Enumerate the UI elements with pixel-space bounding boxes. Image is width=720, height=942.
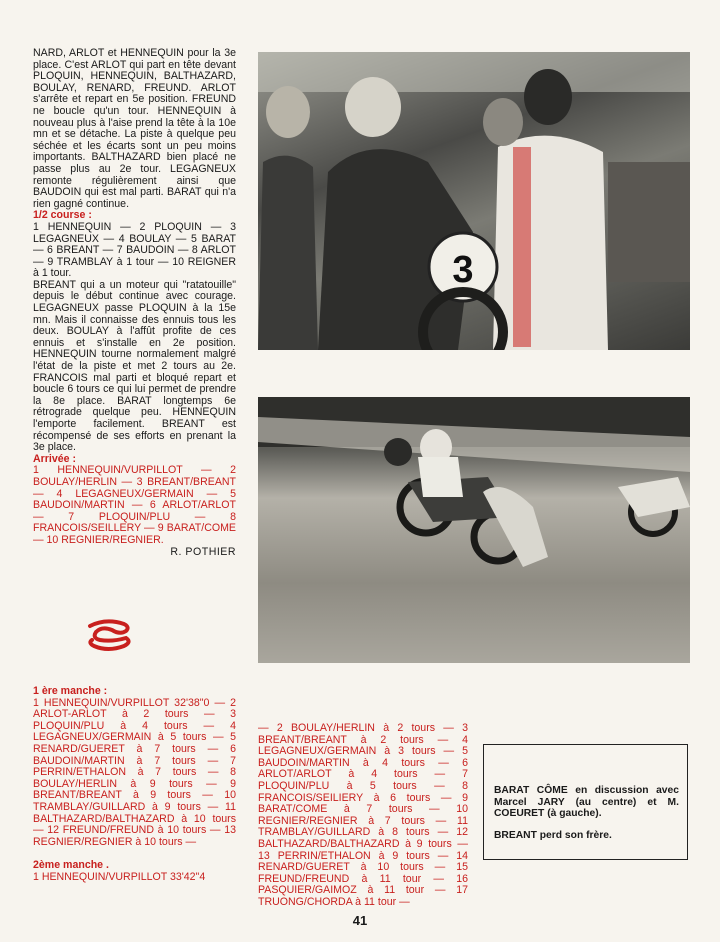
- article-column: [33, 48, 236, 558]
- arrivee-title: Arrivée :: [33, 452, 76, 465]
- race-number-plate: 3: [452, 249, 474, 291]
- caption-line-1: BARAT CÔME en discussion avec Marcel JARY (au centre) et M. COEURET (à gauche).: [494, 785, 679, 820]
- page-number: 41: [352, 913, 368, 928]
- photo-sidecar-race: [258, 397, 690, 663]
- article-intro: NARD, ARLOT et HENNEQUIN pour la 3e place. C'est ARLOT qui part en tête devant PLOQUIN, HENNEQUIN, BALTHAZARD, BOULAY, RENARD, FREUND. ARLOT s'arrête et repart en 5e position. FREUND ne boucle qu'un tour. HENNEQUIN à nouveau plus à l'aise prend la tête à la 10e mn et se détache. La piste à quelque peu séchée et les écarts sont un peu moins importants. BALTHAZARD bien placé ne passe plus au 2e tour. LEGAGNEUX remonte régulièrement ainsi que BAUDOIN qui est mal parti. BARAT qui n'a rien gagné continue.: [33, 47, 236, 210]
- photo-caption-box: [483, 744, 688, 860]
- manche1-title: 1 ère manche :: [33, 685, 108, 697]
- results-column-left: [33, 686, 236, 884]
- arrivee-results: 1 HENNEQUIN/VURPILLOT — 2 BOULAY/HERLIN — 3 BREANT/BREANT — 4 LEGAGNEUX/GERMAIN — 5 BAUDOIN/MARTIN — 6 ARLOT/ARLOT — 7 PLOQUIN/PLU — 8 FRANCOIS/SEILLERY — 9 BARAT/COME — 10 REGNIER/REGNIER.: [33, 464, 236, 546]
- manche2-title: 2ème manche .: [33, 859, 109, 872]
- article-body: BREANT qui a un moteur qui "ratatouille" depuis le début continue avec courage. LEGAGNEUX passe PLOQUIN à la 15e mn. Mais il connaisse des ennuis tous les deux. BOULAY à l'affût profite de ces ennuis et s'installe en 2e position. HENNEQUIN tourne normalement malgré l'état de la piste et met 2 tours au 2e. FRANCOIS mal parti et bloqué repart et boucle 6 tours ce qui lui permet de prendre la 8e place. BARAT longtemps 6e rétrograde quelque peu. HENNEQUIN l'emporte facilement. BREANT est récompensé de ses efforts en prenant la 3e place.: [33, 278, 236, 454]
- manche1-results: 1 HENNEQUIN/VURPILLOT 32'38"0 — 2 ARLOT-ARLOT à 2 tours — 3 PLOQUIN/PLU à 4 tours — 4 LEGAGNEUX/GERMAIN à 5 tours — 5 RENARD/GUERET à 7 tours — 6 BAUDOIN/MARTIN à 7 tours — 7 PERRIN/ETHALON à 7 tours — 8 BOULAY/HERLIN à 9 tours — 9 BREANT/BREANT à 9 tours — 10 TRAMBLAY/GUILLARD à 9 tours — 11 BALTHAZARD/BALTHAZARD à 10 tours — 12 FREUND/FREUND à 10 tours — 13 REGNIER/REGNIER à 10 tours —: [33, 696, 236, 848]
- results-column-right: [258, 723, 468, 909]
- decorative-ornament: [86, 618, 132, 652]
- manche2-results: — 2 BOULAY/HERLIN à 2 tours — 3 BREANT/BREANT à 2 tours — 4 LEGAGNEUX/GERMAIN à 3 tours — 5 BAUDOIN/MARTIN à 4 tours — 6 ARLOT/ARLOT à 4 tours — 7 PLOQUIN/PLU à 5 tours — 8 FRANCOIS/SEILIERY à 6 tours — 9 BARAT/COME à 7 tours — 10 REGNIER/REGNIER à 7 tours — 11 TRAMBLAY/GUILLARD à 8 tours — 12 BALTHAZARD/BALTHAZARD à 9 tours — 13 PERRIN/ETHALON à 9 tours — 14 RENARD/GUERET à 10 tours — 15 FREUND/FREUND à 11 tour — 16 PASQUIER/GAIMOZ à 11 tour — 17 TRUONG/CHORDA à 11 tour —: [258, 722, 468, 908]
- photo-riders-discussion: [258, 52, 690, 350]
- photo-riders-illustration: [258, 52, 690, 350]
- half-race-results: 1 HENNEQUIN — 2 PLOQUIN — 3 LEGAGNEUX — 4 BOULAY — 5 BARAT — 6 BREANT — 7 BAUDOIN — 8 ARLOT — 9 TRAMBLAY à 1 tour — 10 REIGNER à 1 tour.: [33, 220, 236, 280]
- manche2-first: 1 HENNEQUIN/VURPILLOT 33'42"4: [33, 870, 206, 883]
- photo-sidecar-illustration: [258, 397, 690, 663]
- caption-line-2: BREANT perd son frère.: [494, 829, 612, 841]
- half-race-title: 1/2 course :: [33, 209, 92, 222]
- author-signature: R. POTHIER: [170, 545, 236, 558]
